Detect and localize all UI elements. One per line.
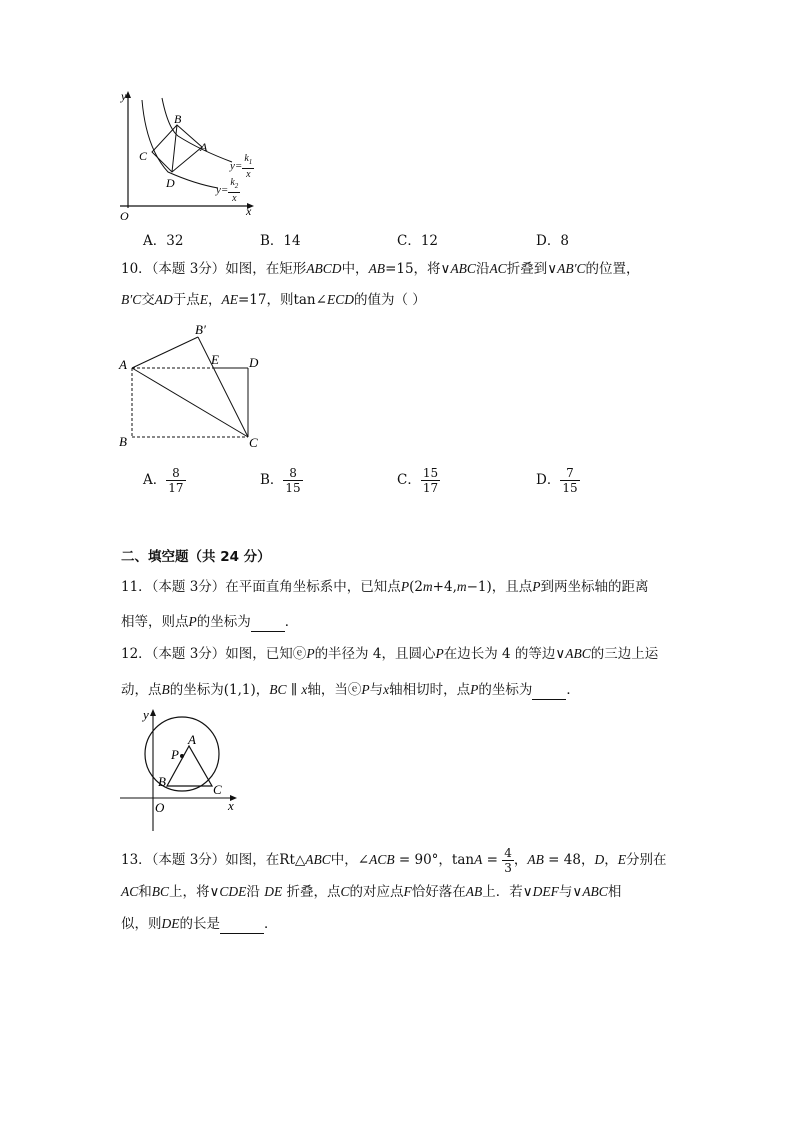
label-x: x bbox=[246, 204, 252, 218]
q11-line1: 11．（本题 3分）在平面直角坐标系中，已知点P(2m+4,m−1)，且点P到两坐标轴的距离 bbox=[121, 579, 649, 595]
q13-line1: 13．（本题 3分）如图，在Rt△ABC中，∠ACB = 90°，tanA = $\frac{4}{3}$ ，AB = 48，D，E分别在 bbox=[121, 846, 667, 875]
label-d: D bbox=[166, 176, 175, 190]
q10-option-c[interactable]: C． $\frac{15}{17}$ bbox=[397, 466, 439, 495]
q10-option-b[interactable]: B． $\frac{8}{15}$ bbox=[260, 466, 301, 495]
label-b-prime: B′ bbox=[195, 322, 206, 337]
label-y: y bbox=[121, 89, 127, 103]
q11-line2: 相等，则点P的坐标为 ． bbox=[121, 614, 299, 630]
y-axis-arrow bbox=[150, 709, 156, 716]
q10-line2: B′C交AD于点E，AE=17，则tan∠ECD的值为（ ） bbox=[121, 292, 426, 308]
q10-option-d[interactable]: D． $\frac{7}{15}$ bbox=[536, 466, 578, 495]
q9-option-b[interactable]: B．14 bbox=[260, 233, 301, 249]
label-a: A bbox=[200, 140, 208, 154]
label-a: A bbox=[188, 732, 196, 747]
label-o: O bbox=[120, 209, 129, 223]
q12-line2: 动，点B的坐标为(1,1)，BC ∥ x轴，当ⓔP与x轴相切时，点P的坐标为 ． bbox=[121, 682, 580, 698]
label-p: P bbox=[171, 747, 179, 762]
curve-k1-label: y= $\frac{k_1}{x}$ bbox=[230, 153, 253, 180]
label-b: B bbox=[119, 434, 127, 449]
label-o: O bbox=[155, 800, 165, 815]
q10-option-a[interactable]: A． $\frac{8}{17}$ bbox=[143, 466, 184, 495]
label-d: D bbox=[249, 355, 259, 370]
label-b: B bbox=[158, 774, 166, 789]
label-c: C bbox=[213, 782, 222, 797]
q12-figure bbox=[115, 705, 265, 835]
label-a: A bbox=[119, 357, 127, 372]
q9-option-d[interactable]: D．8 bbox=[536, 233, 569, 249]
q9-option-c[interactable]: C．12 bbox=[397, 233, 439, 249]
segment-ab-prime bbox=[132, 337, 198, 368]
section-title: 二、填空题（共 24 分） bbox=[121, 549, 271, 565]
q9-option-a[interactable]: A．32 bbox=[143, 233, 184, 249]
point-p bbox=[180, 754, 184, 758]
q13-line2: AC和BC上，将∨CDE沿 DE 折叠，点C的对应点F恰好落在AB上．若∨DEF与∨ABC相 bbox=[121, 884, 622, 900]
answer-blank[interactable] bbox=[251, 617, 285, 632]
q10-line1: 10．（本题 3分）如图，在矩形ABCD中，AB=15，将∨ABC沿AC折叠到∨AB′C的位置， bbox=[121, 261, 640, 277]
label-c: C bbox=[249, 435, 258, 450]
answer-blank[interactable] bbox=[220, 919, 264, 934]
label-b: B bbox=[174, 112, 182, 126]
curve-k2-label: y= $\frac{k_2}{x}$ bbox=[216, 177, 239, 204]
q10-figure bbox=[115, 320, 275, 450]
label-x: x bbox=[228, 798, 234, 813]
quad-abcd bbox=[152, 125, 202, 172]
label-e: E bbox=[211, 352, 219, 367]
q13-line3: 似，则DE的长是 ． bbox=[121, 916, 278, 932]
label-c: C bbox=[139, 149, 148, 163]
answer-blank[interactable] bbox=[532, 685, 566, 700]
q12-line1: 12．（本题 3分）如图，已知ⓔP的半径为 4，且圆心P在边长为 4 的等边∨ABC的三边上运 bbox=[121, 646, 659, 662]
label-y: y bbox=[143, 707, 149, 722]
